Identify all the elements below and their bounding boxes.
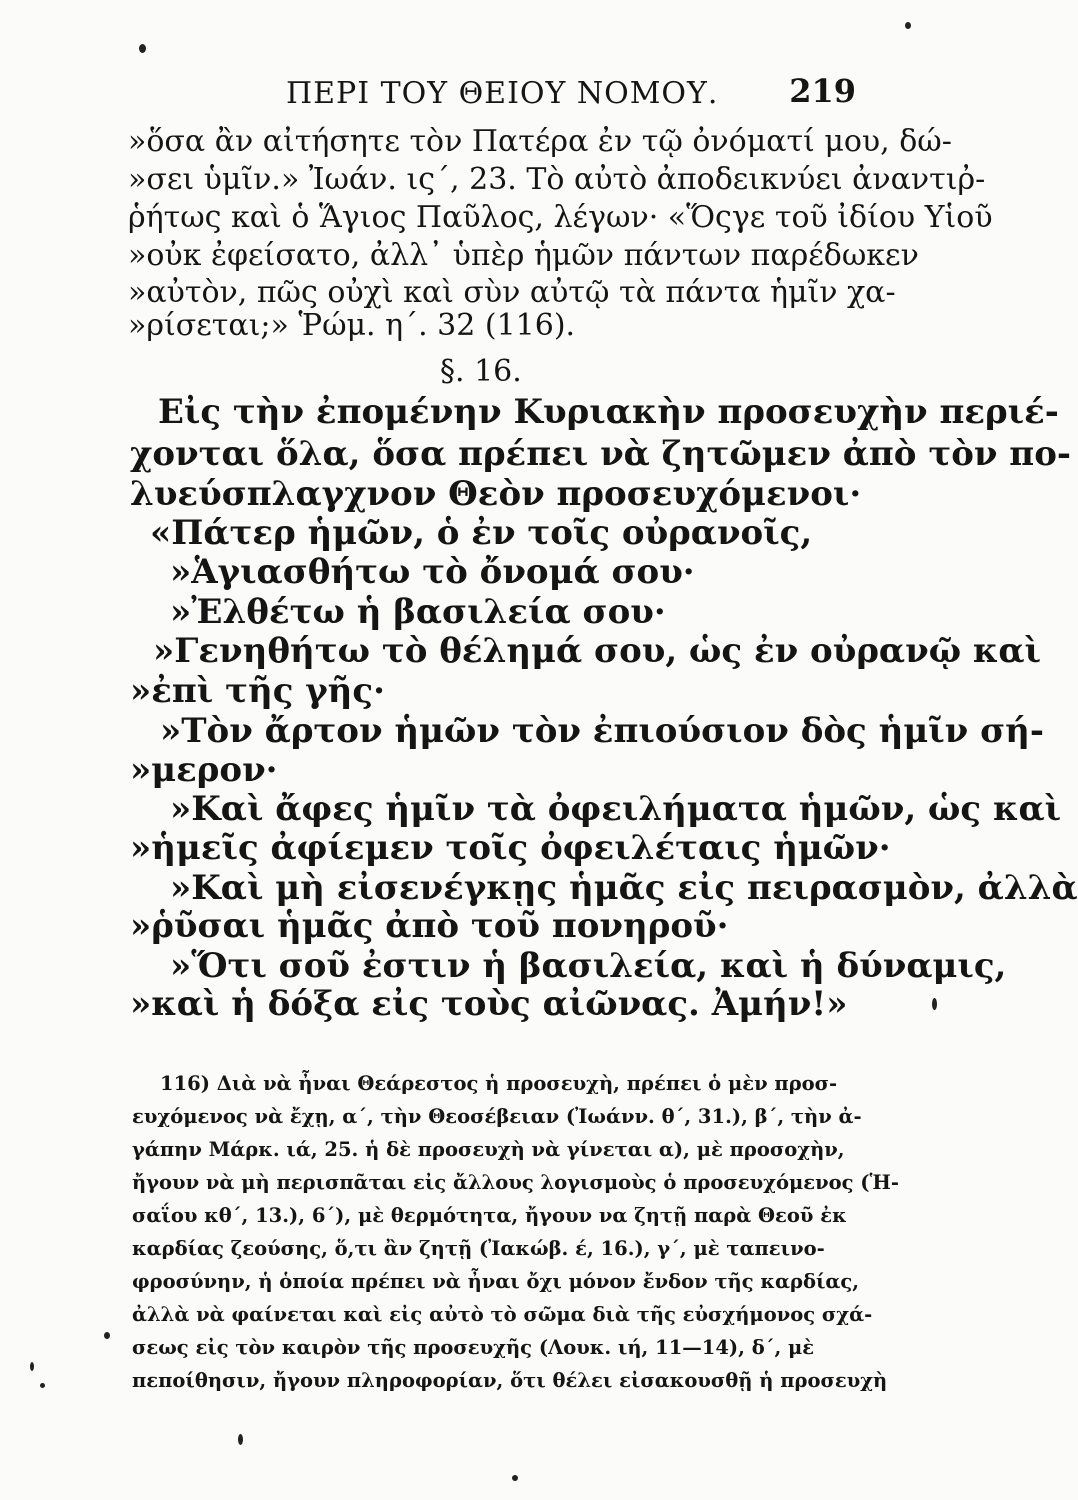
prayer-line: »Καὶ ἄφες ἡμῖν τὰ ὀφειλήματα ἡμῶν, ὡς καὶ <box>170 789 1062 829</box>
prayer-line: »Ὅτι σοῦ ἐστιν ἡ βασιλεία, καὶ ἡ δύναμις, <box>170 946 1007 986</box>
ink-speck <box>238 1434 243 1445</box>
prayer-line: Εἰς τὴν ἐπομένην Κυριακὴν προσευχὴν περιέ- <box>158 392 1059 432</box>
footnote-line: ἤγουν νὰ μὴ περισπᾶται εἰς ἄλλους λογισμοὺς ὁ προσευχόμενος (Ἡ- <box>132 1171 899 1194</box>
prayer-line: »Ἐλθέτω ἡ βασιλεία σου· <box>170 592 666 632</box>
prayer-line: »Γενηθήτω τὸ θέλημά σου, ὡς ἐν οὐρανῷ καὶ <box>153 631 1042 671</box>
prayer-line: »μερον· <box>130 750 278 790</box>
footnote-line: καρδίας ζεούσης, ὅ,τι ἂν ζητῇ (Ἰακώβ. έ, 16.), γ΄, μὲ ταπεινο- <box>132 1237 825 1260</box>
prayer-line: »ἐπὶ τῆς γῆς· <box>130 671 385 711</box>
footnote-line: ευχόμενος νὰ ἔχῃ, α΄, τὴν Θεοσέβειαν (Ἰωάνν. θ΄, 31.), β΄, τὴν ἀ- <box>132 1105 862 1128</box>
ink-speck <box>104 1332 110 1339</box>
footnote-line: φροσύνην, ἡ ὁποία πρέπει νὰ ἦναι ὄχι μόνον ἔνδον τῆς καρδίας, <box>132 1270 860 1293</box>
body-line: »οὐκ ἐφείσατο, ἀλλ᾽ ὑπὲρ ἡμῶν πάντων παρέδωκεν <box>128 238 919 273</box>
prayer-line: «Πάτερ ἡμῶν, ὁ ἐν τοῖς οὐρανοῖς, <box>150 513 813 553</box>
footnote-line: γάπην Μάρκ. ιά, 25. ἡ δὲ προσευχὴ νὰ γίνεται α), μὲ προσοχὴν, <box>132 1138 845 1161</box>
ink-speck <box>932 998 937 1010</box>
ink-speck <box>30 1362 34 1371</box>
prayer-line: χονται ὅλα, ὅσα πρέπει νὰ ζητῶμεν ἀπὸ τὸν πο- <box>130 434 1071 474</box>
body-line: »ρίσεται;» Ῥώμ. η΄. 32 (116). <box>128 308 576 343</box>
prayer-line: λυεύσπλαγχνον Θεὸν προσευχόμενοι· <box>130 474 862 514</box>
body-line: »ὅσα ἂν αἰτήσητε τὸν Πατέρα ἐν τῷ ὀνόματί μου, δώ- <box>128 124 952 159</box>
prayer-line: »Καὶ μὴ εἰσενέγκῃς ἡμᾶς εἰς πειρασμὸν, ἀλλὰ <box>170 868 1078 908</box>
page-number: 219 <box>789 72 856 110</box>
footnote-line: ἀλλὰ νὰ φαίνεται καὶ εἰς αὐτὸ τὸ σῶμα διὰ τῆς εὐσχήμονος σχά- <box>132 1303 873 1326</box>
section-mark: §. 16. <box>440 354 522 389</box>
footnote-line: σαΐου κθ΄, 13.), 6΄), μὲ θερμότητα, ἤγουν να ζητῇ παρὰ Θεοῦ ἐκ <box>132 1204 847 1227</box>
body-line: ῥήτως καὶ ὁ Ἅγιος Παῦλος, λέγων· «Ὅςγε τοῦ ἰδίου Υἱοῦ <box>128 200 993 235</box>
body-line: »σει ὑμῖν.» Ἰωάν. ις΄, 23. Τὸ αὐτὸ ἀποδεικνύει ἀναντιῤ- <box>128 162 986 197</box>
body-line: »αὐτὸν, πῶς οὐχὶ καὶ σὺν αὐτῷ τὰ πάντα ἡμῖν χα- <box>128 275 896 310</box>
footnote-line: πεποίθησιν, ἤγουν πληροφορίαν, ὅτι θέλει εἰσακουσθῇ ἡ προσευχὴ <box>132 1369 888 1392</box>
ink-speck <box>40 1383 45 1388</box>
ink-speck <box>512 1475 518 1481</box>
prayer-line: »Ἁγιασθήτω τὸ ὄνομά σου· <box>170 552 695 592</box>
prayer-line: »ἡμεῖς ἀφίεμεν τοῖς ὀφειλέταις ἡμῶν· <box>130 828 891 868</box>
prayer-line: »ῥῦσαι ἡμᾶς ἀπὸ τοῦ πονηροῦ· <box>130 906 729 946</box>
footnote-line: σεως εἰς τὸν καιρὸν τῆς προσευχῆς (Λουκ. ιή, 11—14), δ΄, μὲ <box>132 1336 815 1359</box>
prayer-line: »Τὸν ἄρτον ἡμῶν τὸν ἐπιούσιον δὸς ἡμῖν σή- <box>160 711 1044 751</box>
footnote-line: 116) Διὰ νὰ ἦναι Θεάρεστος ἡ προσευχὴ, πρέπει ὁ μὲν προσ- <box>160 1072 838 1095</box>
prayer-line: »καὶ ἡ δόξα εἰς τοὺς αἰῶνας. Ἀμήν!» <box>130 984 848 1024</box>
ink-speck <box>905 22 911 29</box>
page-header <box>286 72 860 124</box>
running-title: ΠΕΡΙ ΤΟΥ ΘΕΙΟΥ ΝΟΜΟΥ. <box>286 76 719 111</box>
ink-speck <box>139 44 146 53</box>
